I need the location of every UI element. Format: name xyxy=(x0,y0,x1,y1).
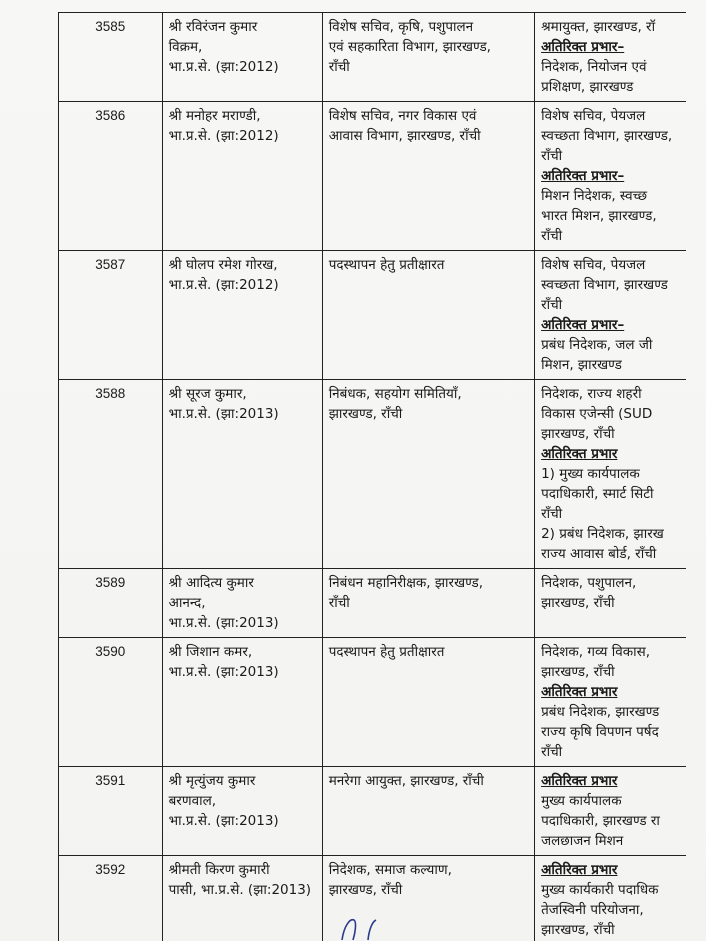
new-post-line: स्वच्छता विभाग, झारखण्ड, xyxy=(541,128,673,144)
current-post-cell xyxy=(322,638,534,767)
additional-charge-heading: अतिरिक्त प्रभार xyxy=(541,862,618,878)
additional-charge-line: राँची xyxy=(541,228,563,244)
additional-charge-line: मिशन, झारखण्ड xyxy=(541,357,622,373)
new-post-line: स्वच्छता विभाग, झारखण्ड xyxy=(541,277,668,293)
additional-charge-line: मिशन निदेशक, स्वच्छ xyxy=(541,188,648,204)
current-post-line: पदस्थापन हेतु प्रतीक्षारत xyxy=(328,257,445,273)
serial-number: 3592 xyxy=(59,856,163,941)
additional-charge-heading: अतिरिक्त प्रभार xyxy=(541,773,618,789)
officer-name-cell xyxy=(162,767,322,856)
serial-number: 3586 xyxy=(59,102,163,251)
current-post-line: एवं सहकारिता विभाग, झारखण्ड, xyxy=(328,39,491,55)
officer-name-line: आनन्द, xyxy=(168,595,206,611)
current-post-line: विशेष सचिव, नगर विकास एवं xyxy=(328,108,477,124)
additional-charge-line: राँची xyxy=(541,744,563,760)
current-post-line: राँची xyxy=(328,59,350,75)
officer-name-line: श्री घोलप रमेश गोरख, xyxy=(168,257,278,273)
current-post-line: झारखण्ड, राँची xyxy=(328,406,403,422)
current-post-cell xyxy=(322,767,534,856)
new-post-line: राँची xyxy=(541,148,563,164)
new-post-line: निदेशक, गव्य विकास, xyxy=(541,644,651,660)
serial-number: 3587 xyxy=(59,251,163,380)
new-post-line: विशेष सचिव, पेयजल xyxy=(541,257,646,273)
officer-name-line: श्रीमती किरण कुमारी xyxy=(168,862,270,878)
officer-name-line: श्री सूरज कुमार, xyxy=(168,386,247,402)
current-post-line: पदस्थापन हेतु प्रतीक्षारत xyxy=(328,644,445,660)
new-post-cell xyxy=(535,251,686,380)
new-post-cell xyxy=(535,569,686,638)
transfer-table-body xyxy=(59,13,687,941)
new-post-line: निदेशक, राज्य शहरी xyxy=(541,386,642,402)
table-row xyxy=(59,102,687,251)
officer-name-line: भा.प्र.से. (झा:2012) xyxy=(168,59,279,75)
new-post-line: श्रमायुक्त, झारखण्ड, रॉ xyxy=(541,19,656,35)
officer-name-cell xyxy=(162,856,322,941)
current-post-cell xyxy=(322,13,534,102)
new-post-line: निदेशक, पशुपालन, xyxy=(541,575,637,591)
officer-name-line: भा.प्र.से. (झा:2013) xyxy=(168,813,279,829)
current-post-line: निदेशक, समाज कल्याण, xyxy=(328,862,452,878)
additional-charge-line: मुख्य कार्यपालक xyxy=(541,793,622,809)
serial-number: 3588 xyxy=(59,380,163,569)
additional-charge-line: प्रशिक्षण, झारखण्ड xyxy=(541,79,634,95)
additional-charge-line: राँची xyxy=(541,506,563,522)
officer-name-cell xyxy=(162,251,322,380)
new-post-line: झारखण्ड, राँची xyxy=(541,595,615,611)
table-row xyxy=(59,638,687,767)
new-post-cell xyxy=(535,856,686,941)
current-post-line: मनरेगा आयुक्त, झारखण्ड, राँची xyxy=(328,773,484,789)
officer-name-cell xyxy=(162,13,322,102)
officer-name-line: भा.प्र.से. (झा:2012) xyxy=(168,277,279,293)
officer-name-cell xyxy=(162,638,322,767)
current-post-line: निबंधक, सहयोग समितियाँ, xyxy=(328,386,462,402)
serial-number: 3591 xyxy=(59,767,163,856)
current-post-line: राँची xyxy=(328,595,350,611)
additional-charge-line: पदाधिकारी, स्मार्ट सिटी xyxy=(541,486,654,502)
additional-charge-heading: अतिरिक्त प्रभार– xyxy=(541,317,625,333)
additional-charge-line: मुख्य कार्यकारी पदाधिक xyxy=(541,882,659,898)
signature-mark xyxy=(338,912,378,941)
officer-name-line: श्री आदित्य कुमार xyxy=(168,575,254,591)
new-post-line: विशेष सचिव, पेयजल xyxy=(541,108,646,124)
table-row xyxy=(59,13,687,102)
officer-name-line: विक्रम, xyxy=(168,39,203,55)
new-post-line: विकास एजेन्सी (SUD xyxy=(541,406,653,422)
current-post-line: झारखण्ड, राँची xyxy=(328,882,403,898)
new-post-line: राँची xyxy=(541,297,563,313)
new-post-cell xyxy=(535,638,686,767)
new-post-cell xyxy=(535,767,686,856)
officer-name-line: श्री रविरंजन कुमार xyxy=(168,19,258,35)
additional-charge-heading: अतिरिक्त प्रभार xyxy=(541,446,618,462)
additional-charge-line: प्रबंध निदेशक, झारखण्ड xyxy=(541,704,660,720)
additional-charge-heading: अतिरिक्त प्रभार– xyxy=(541,39,625,55)
serial-number: 3590 xyxy=(59,638,163,767)
officer-name-line: श्री मनोहर मराण्डी, xyxy=(168,108,261,124)
table-row xyxy=(59,569,687,638)
new-post-cell xyxy=(535,380,686,569)
new-post-line: झारखण्ड, राँची xyxy=(541,426,615,442)
transfer-table xyxy=(58,12,686,941)
table-row xyxy=(59,251,687,380)
new-post-cell xyxy=(535,102,686,251)
officer-name-line: श्री मृत्युंजय कुमार xyxy=(168,773,256,789)
table-row xyxy=(59,767,687,856)
current-post-line: विशेष सचिव, कृषि, पशुपालन xyxy=(328,19,474,35)
additional-charge-line: जलछाजन मिशन xyxy=(541,833,624,849)
additional-charge-heading: अतिरिक्त प्रभार xyxy=(541,684,618,700)
officer-name-line: भा.प्र.से. (झा:2013) xyxy=(168,664,279,680)
officer-name-cell xyxy=(162,569,322,638)
current-post-cell xyxy=(322,380,534,569)
officer-name-line: श्री जिशान कमर, xyxy=(168,644,253,660)
officer-name-cell xyxy=(162,380,322,569)
additional-charge-line: झारखण्ड, राँची xyxy=(541,922,615,938)
officer-name-line: बरणवाल, xyxy=(168,793,217,809)
current-post-cell xyxy=(322,251,534,380)
additional-charge-line: प्रबंध निदेशक, जल जी xyxy=(541,337,653,353)
current-post-line: निबंधन महानिरीक्षक, झारखण्ड, xyxy=(328,575,484,591)
current-post-line: आवास विभाग, झारखण्ड, राँची xyxy=(328,128,481,144)
officer-name-line: पासी, भा.प्र.से. (झा:2013) xyxy=(168,882,312,898)
serial-number: 3585 xyxy=(59,13,163,102)
current-post-cell xyxy=(322,569,534,638)
table-row xyxy=(59,380,687,569)
additional-charge-line: राज्य कृषि विपणन पर्षद xyxy=(541,724,659,740)
new-post-line: झारखण्ड, राँची xyxy=(541,664,615,680)
additional-charge-line: 2) प्रबंध निदेशक, झारख xyxy=(541,526,664,542)
additional-charge-line: राज्य आवास बोर्ड, राँची xyxy=(541,546,657,562)
new-post-cell xyxy=(535,13,686,102)
additional-charge-line: पदाधिकारी, झारखण्ड रा xyxy=(541,813,660,829)
officer-name-line: भा.प्र.से. (झा:2013) xyxy=(168,615,279,631)
officer-name-line: भा.प्र.से. (झा:2013) xyxy=(168,406,279,422)
serial-number: 3589 xyxy=(59,569,163,638)
additional-charge-line: भारत मिशन, झारखण्ड, xyxy=(541,208,657,224)
officer-name-cell xyxy=(162,102,322,251)
additional-charge-line: तेजस्विनी परियोजना, xyxy=(541,902,644,918)
current-post-cell xyxy=(322,102,534,251)
additional-charge-heading: अतिरिक्त प्रभार– xyxy=(541,168,625,184)
additional-charge-line: निदेशक, नियोजन एवं xyxy=(541,59,647,75)
officer-name-line: भा.प्र.से. (झा:2012) xyxy=(168,128,279,144)
additional-charge-line: 1) मुख्य कार्यपालक xyxy=(541,466,640,482)
